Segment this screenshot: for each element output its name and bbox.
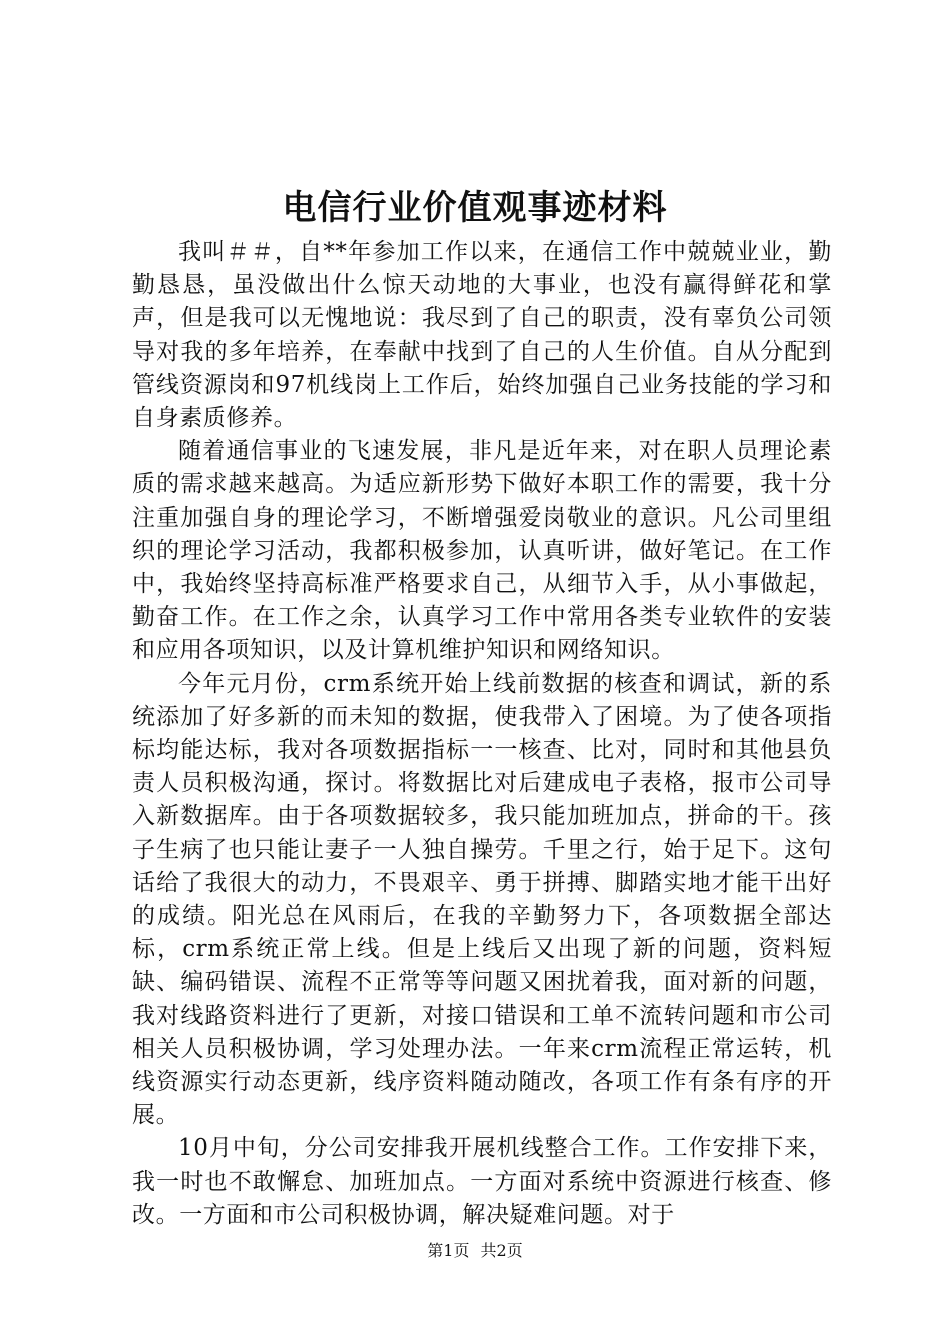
page-footer	[0, 1240, 950, 1262]
page-number: 第1页	[427, 1241, 470, 1260]
paragraph-4: 10月中旬，分公司安排我开展机线整合工作。工作安排下来，我一时也不敢懈怠、加班加点。一方面对系统中资源进行核查、修改。一方面和市公司积极协调，解决疑难问题。对于	[132, 1135, 832, 1228]
document-body	[132, 236, 832, 1232]
paragraph-2: 随着通信事业的飞速发展，非凡是近年来，对在职人员理论素质的需求越来越高。为适应新形势下做好本职工作的需要，我十分注重加强自身的理论学习，不断增强爱岗敬业的意识。凡公司里组织的理论学习活动，我都积极参加，认真听讲，做好笔记。在工作中，我始终坚持高标准严格要求自己，从细节入手，从小事做起，勤奋工作。在工作之余，认真学习工作中常用各类专业软件的安装和应用各项知识，以及计算机维护知识和网络知识。	[132, 438, 832, 664]
paragraph-1: 我叫＃＃，自**年参加工作以来，在通信工作中兢兢业业，勤勤恳恳，虽没做出什么惊天动地的大事业，也没有赢得鲜花和掌声，但是我可以无愧地说：我尽到了自己的职责，没有辜负公司领导对我的多年培养，在奉献中找到了自己的人生价值。自从分配到管线资源岗和97机线岗上工作后，始终加强自己业务技能的学习和自身素质修养。	[132, 239, 832, 432]
page-total: 共2页	[480, 1241, 523, 1260]
paragraph-3: 今年元月份，crm系统开始上线前数据的核查和调试，新的系统添加了好多新的而未知的数据，使我带入了困境。为了使各项指标均能达标，我对各项数据指标一一核查、比对，同时和其他县负责人员积极沟通，探讨。将数据比对后建成电子表格，报市公司导入新数据库。由于各项数据较多，我只能加班加点，拼命的干。孩子生病了也只能让妻子一人独自操劳。千里之行，始于足下。这句话给了我很大的动力，不畏艰辛、勇于拼搏、脚踏实地才能干出好的成绩。阳光总在风雨后，在我的辛勤努力下，各项数据全部达标，crm系统正常上线。但是上线后又出现了新的问题，资料短缺、编码错误、流程不正常等等问题又困扰着我，面对新的问题，我对线路资料进行了更新，对接口错误和工单不流转问题和市公司相关人员积极协调，学习处理办法。一年来crm流程正常运转，机线资源实行动态更新，线序资料随动随改，各项工作有条有序的开展。	[132, 670, 832, 1129]
document-title: 电信行业价值观事迹材料	[282, 188, 668, 228]
